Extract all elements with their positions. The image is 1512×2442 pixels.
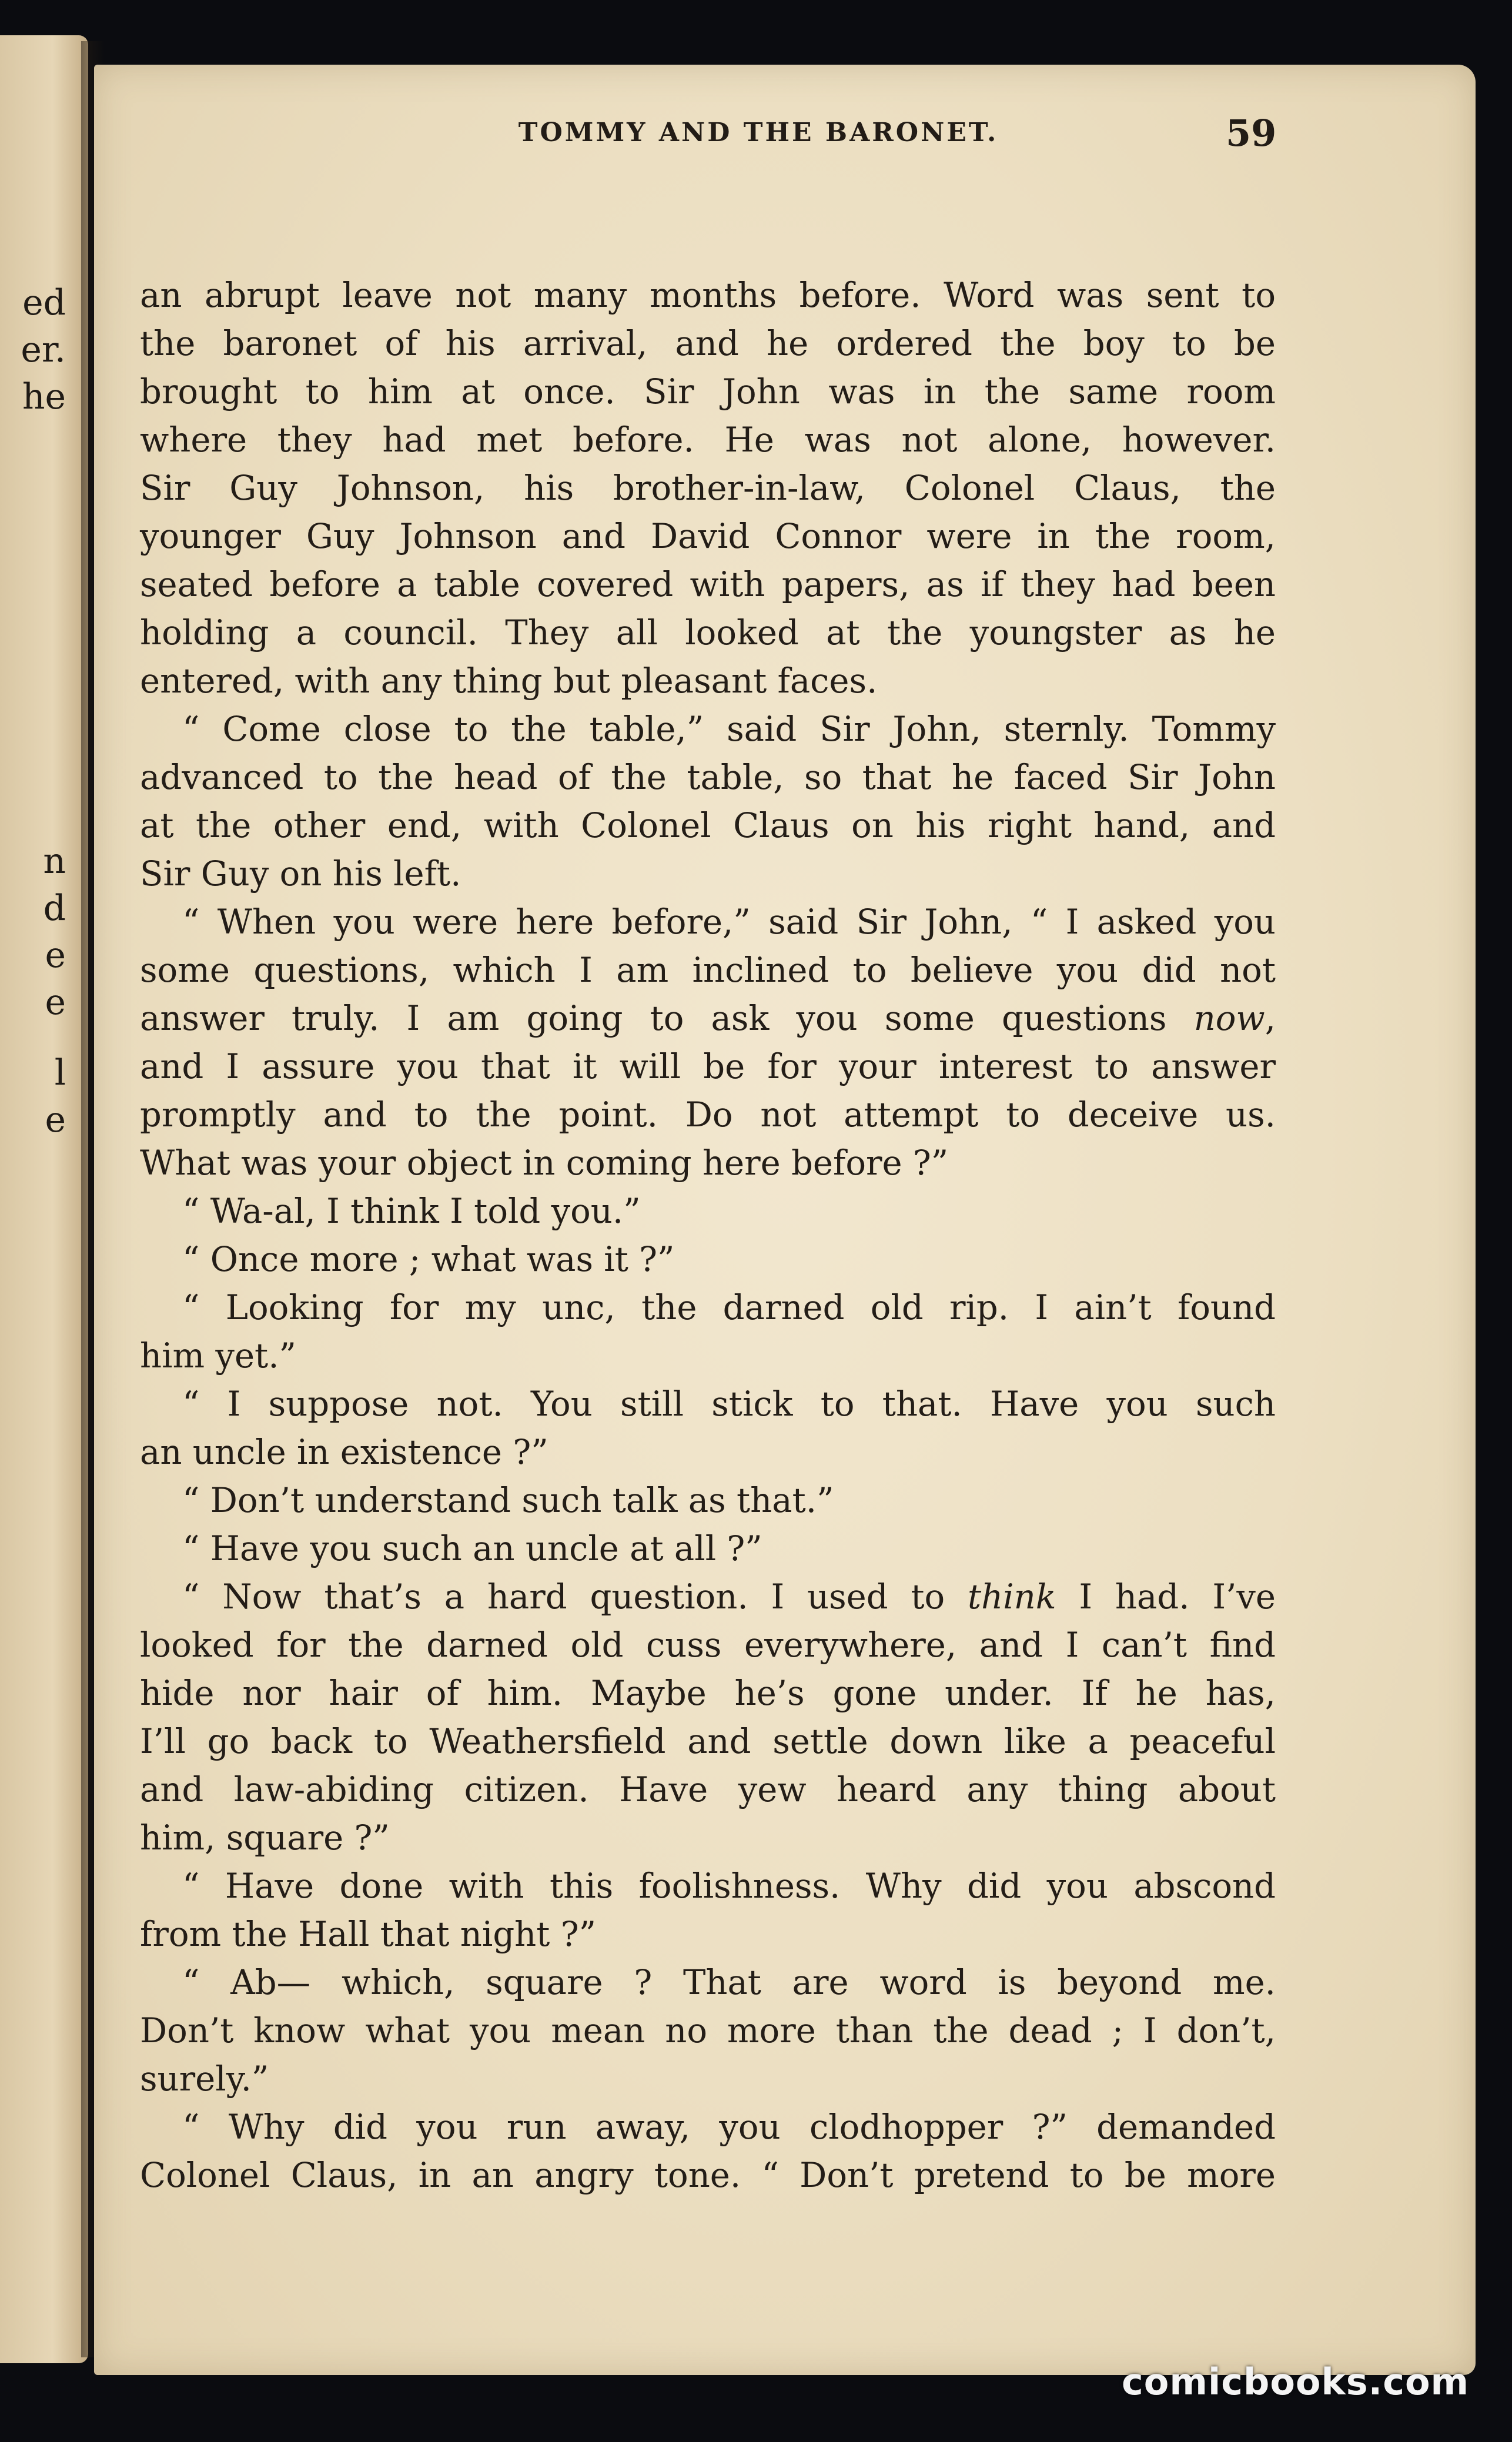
text-line: brought to him at once. Sir John was in the same room <box>140 372 1276 412</box>
text-line: an abrupt leave not many months before. Word was sent to <box>140 276 1276 315</box>
text-line: Colonel Claus, in an angry tone. “ Don’t pretend to be more <box>140 2156 1276 2195</box>
text-line: promptly and to the point. Do not attempt to deceive us. <box>140 1095 1276 1135</box>
text-line: an uncle in existence ?” <box>140 1433 548 1472</box>
left-facing-page <box>0 35 88 2363</box>
text-line: some questions, which I am inclined to believe you did not <box>140 951 1276 990</box>
text-line: “ When you were here before,” said Sir John, “ I asked you <box>182 902 1276 942</box>
text-line: seated before a table covered with papers, as if they had been <box>140 565 1276 604</box>
text-line: “ Come close to the table,” said Sir John, sternly. Tommy <box>182 710 1276 749</box>
left-page-fragment: l <box>54 1052 66 1093</box>
text-line: “ Why did you run away, you clodhopper ?” demanded <box>182 2108 1276 2147</box>
text-line: surely.” <box>140 2059 269 2099</box>
text-line: holding a council. They all looked at the youngster as he <box>140 613 1276 653</box>
text-line: entered, with any thing but pleasant faces. <box>140 661 878 701</box>
text-line: “ Once more ; what was it ?” <box>182 1240 675 1279</box>
text-line: Sir Guy Johnson, his brother-in-law, Colonel Claus, the <box>140 469 1276 508</box>
page-number: 59 <box>1226 112 1277 155</box>
text-line: him, square ?” <box>140 1818 390 1858</box>
text-line: at the other end, with Colonel Claus on his right hand, and <box>140 806 1276 845</box>
text-line: where they had met before. He was not alone, however. <box>140 420 1276 460</box>
text-line: younger Guy Johnson and David Connor were in the room, <box>140 517 1276 556</box>
body-text <box>140 272 1276 2200</box>
text-line: “ I suppose not. You still stick to that. Have you such <box>182 1384 1276 1424</box>
text-line: the baronet of his arrival, and he ordered the boy to be <box>140 324 1276 363</box>
text-line: “ Looking for my unc, the darned old rip. I ain’t found <box>182 1288 1276 1327</box>
left-page-fragment: e <box>45 1099 66 1140</box>
text-line: and law-abiding citizen. Have yew heard any thing about <box>140 1770 1276 1809</box>
text-line: “ Have you such an uncle at all ?” <box>182 1529 762 1568</box>
left-page-fragment: er. <box>21 329 66 370</box>
text-line: I’ll go back to Weathersfield and settle down like a peaceful <box>140 1722 1276 1761</box>
text-line: What was your object in coming here before ?” <box>140 1143 949 1183</box>
watermark: comicbooks.com <box>1122 2360 1470 2403</box>
text-line: him yet.” <box>140 1336 296 1376</box>
text-line: Sir Guy on his left. <box>140 854 461 894</box>
text-line: hide nor hair of him. Maybe he’s gone under. If he has, <box>140 1674 1276 1713</box>
left-page-fragment: n <box>43 841 66 882</box>
text-line: Don’t know what you mean no more than the dead ; I don’t, <box>140 2011 1276 2050</box>
left-page-fragment: e <box>45 982 66 1023</box>
left-page-fragment: d <box>43 888 66 929</box>
text-line: and I assure you that it will be for your interest to answer <box>140 1047 1276 1086</box>
running-head: TOMMY AND THE BARONET. <box>518 118 999 148</box>
text-line: advanced to the head of the table, so that he faced Sir John <box>140 758 1276 797</box>
text-line: answer truly. I am going to ask you some questions now, <box>140 999 1276 1038</box>
text-line: “ Ab— which, square ? That are word is beyond me. <box>182 1963 1276 2002</box>
text-line: “ Don’t understand such talk as that.” <box>182 1481 834 1520</box>
left-page-fragment: he <box>22 376 66 417</box>
text-line: from the Hall that night ?” <box>140 1915 597 1954</box>
text-line: “ Now that’s a hard question. I used to think I had. I’ve <box>182 1577 1276 1617</box>
left-page-fragment: e <box>45 935 66 976</box>
left-page-fragment: ed <box>22 282 66 323</box>
text-line: “ Have done with this foolishness. Why did you abscond <box>182 1866 1276 1906</box>
text-line: “ Wa-al, I think I told you.” <box>182 1192 641 1231</box>
text-line: looked for the darned old cuss everywhere, and I can’t find <box>140 1625 1276 1665</box>
